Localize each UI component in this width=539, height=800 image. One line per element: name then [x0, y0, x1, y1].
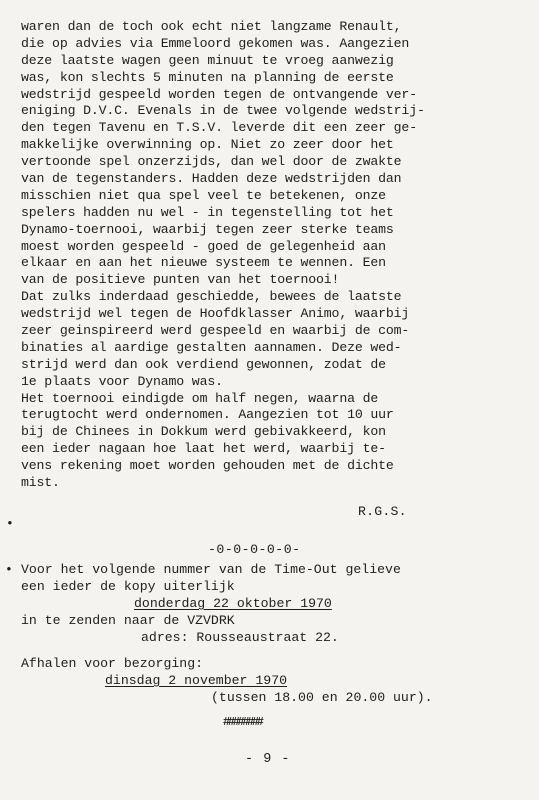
author-signature: R.G.S. [358, 504, 407, 519]
submission-notice [21, 561, 521, 706]
text-line: van de tegenstanders. Hadden deze wedstrijden dan [21, 171, 402, 187]
text-line: Dat zulks inderdaad geschiedde, bewees de laatste [21, 289, 402, 305]
text-line: binaties al aardige gestalten aannamen. Deze wed- [21, 339, 402, 355]
report-paragraph [21, 19, 521, 492]
text-line: zeer geinspireerd werd gespeeld en waarbij de com- [21, 323, 410, 339]
text-line: Dynamo-toernooi, waarbij tegen zeer sterke teams [21, 221, 394, 237]
notice-line: Voor het volgende nummer van de Time-Out gelieve [21, 562, 401, 577]
text-line: een ieder nagaan hoe laat het werd, waarbij te- [21, 441, 386, 457]
text-line: vertoonde spel onzerzijds, dan wel door de zwakte [21, 154, 402, 170]
pickup-date: dinsdag 2 november 1970 [105, 673, 288, 688]
text-line: vens rekening moet worden gehouden met de dichte [21, 458, 394, 474]
text-line: bij de Chinees in Dokkum werd gebivakkeerd, kon [21, 424, 386, 440]
pickup-heading: Afhalen voor bezorging: [21, 656, 204, 671]
text-line: deze laatste wagen geen minuut te vroeg aanwezig [21, 52, 394, 68]
text-line: spelers hadden nu wel - in tegenstelling tot het [21, 204, 394, 220]
pickup-time: (tussen 18.00 en 20.00 uur). [211, 690, 433, 705]
text-line: wedstrijd gespeeld worden tegen de ontvangende ver- [21, 86, 417, 102]
notice-line: een ieder de kopy uiterlijk [21, 579, 235, 594]
text-line: moest worden gespeeld - goed de gelegenheid aan [21, 238, 386, 254]
text-line: wedstrijd wel tegen de Hoofdklasser Animo, waarbij [21, 306, 410, 322]
submission-deadline: donderdag 22 oktober 1970 [134, 596, 332, 611]
section-separator: -0-0-0-0-0- [208, 542, 301, 557]
text-line: misschien niet qua spel veel te betekenen, onze [21, 187, 386, 203]
page-number: - 9 - [245, 752, 291, 767]
notice-line: in te zenden naar de VZVDRK [21, 613, 235, 628]
text-line: terugtocht werd ondernomen. Aangezien tot 10 uur [21, 407, 394, 423]
notice-bullet: • [5, 562, 13, 577]
text-line: elkaar en aan het nieuwe systeem te wennen. Een [21, 255, 386, 271]
text-line: van de positieve punten van het toernooi! [21, 272, 340, 288]
text-line: die op advies via Emmeloord gekomen was. Aangezien [21, 35, 410, 51]
text-line: strijd werd dan ook verdiend gewonnen, zodat de [21, 356, 386, 372]
text-line: eniging D.V.C. Evenals in de twee volgende wedstrij- [21, 103, 425, 119]
text-line: den tegen Tavenu en T.S.V. leverde dit een zeer ge- [21, 120, 417, 136]
text-line: was, kon slechts 5 minuten na planning de eerste [21, 69, 394, 85]
editor-address: adres: Rousseaustraat 22. [141, 630, 339, 645]
text-line: makkelijke overwinning op. Niet zo zeer door het [21, 137, 394, 153]
text-line: Het toernooi eindigde om half negen, waarna de [21, 390, 379, 406]
end-mark: ######## [223, 715, 262, 729]
text-line: 1e plaats voor Dynamo was. [21, 373, 223, 389]
text-line: waren dan de toch ook echt niet langzame Renault, [21, 19, 402, 34]
margin-mark: • [6, 516, 14, 531]
text-line: mist. [21, 475, 60, 491]
